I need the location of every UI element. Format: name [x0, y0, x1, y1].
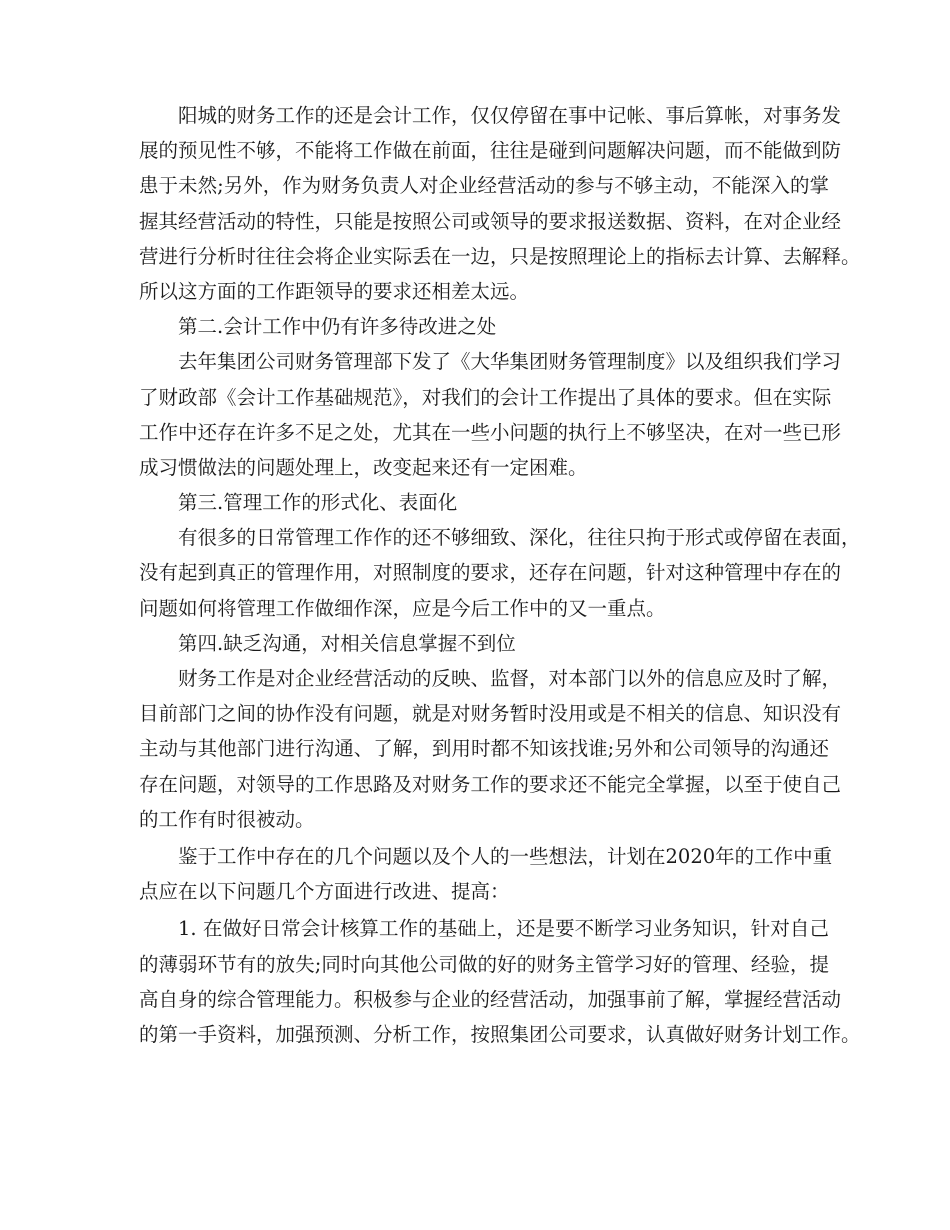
text-line: 点应在以下问题几个方面进行改进、提高：	[139, 880, 510, 904]
text-line: 目前部门之间的协作没有问题，就是对财务暂时没用或是不相关的信息、知识没有	[139, 702, 842, 726]
text-line: 没有起到真正的管理作用，对照制度的要求，还存在问题，针对这种管理中存在的	[139, 561, 842, 585]
paragraph-management-formalism	[139, 520, 861, 626]
text-line: 成习惯做法的问题处理上，改变起来还有一定困难。	[139, 455, 588, 479]
text-line: 的第一手资料，加强预测、分析工作，按照集团公司要求，认真做好财务计划工作。	[139, 1022, 861, 1046]
section-heading-second	[139, 309, 829, 344]
heading-line: 第二.会计工作中仍有许多待改进之处	[178, 315, 497, 339]
paragraph-plan-item-1	[139, 911, 861, 1052]
text-line: 握其经营活动的特性，只能是按照公司或领导的要求报送数据、资料，在对企业经	[139, 209, 842, 233]
heading-line: 第四.缺乏沟通，对相关信息掌握不到位	[178, 631, 516, 655]
text-line: 主动与其他部门进行沟通、了解，到用时都不知该找谁;另外和公司领导的沟通还	[139, 737, 829, 761]
paragraph-finance-work-status	[139, 98, 861, 309]
text-line: 鉴于工作中存在的几个问题以及个人的一些想法，计划在2020年的工作中重	[178, 844, 833, 868]
text-line: 营进行分析时往往会将企业实际丢在一边，只是按照理论上的指标去计算、去解释。	[139, 244, 861, 268]
section-heading-third	[139, 485, 829, 520]
text-line: 展的预见性不够，不能将工作做在前面，往往是碰到问题解决问题，而不能做到防	[139, 139, 842, 163]
text-line: 患于未然;另外，作为财务负责人对企业经营活动的参与不够主动，不能深入的掌	[139, 174, 829, 198]
text-line: 财务工作是对企业经营活动的反映、监督，对本部门以外的信息应及时了解，	[178, 667, 842, 690]
text-line: 存在问题，对领导的工作思路及对财务工作的要求还不能完全掌握，以至于使自己	[139, 772, 842, 796]
paragraph-communication	[139, 661, 842, 837]
text-line: 去年集团公司财务管理部下发了《大华集团财务管理制度》以及组织我们学习	[178, 350, 842, 374]
paragraph-accounting-improvements	[139, 344, 842, 485]
text-line: 有很多的日常管理工作作的还不够细致、深化，往往只拘于形式或停留在表面，	[178, 526, 861, 550]
text-line: 高自身的综合管理能力。积极参与企业的经营活动，加强事前了解，掌握经营活动	[139, 987, 842, 1011]
text-line: 1. 在做好日常会计核算工作的基础上，还是要不断学习业务知识，针对自己	[178, 917, 829, 941]
heading-line: 第三.管理工作的形式化、表面化	[178, 491, 458, 515]
text-line: 的工作有时很被动。	[139, 807, 315, 831]
text-line: 问题如何将管理工作做细作深，应是今后工作中的又一重点。	[139, 596, 666, 620]
text-line: 阳城的财务工作的还是会计工作，仅仅停留在事中记帐、事后算帐，对事务发	[178, 104, 842, 127]
text-line: 了财政部《会计工作基础规范》，对我们的会计工作提出了具体的要求。但在实际	[139, 385, 832, 409]
text-line: 所以这方面的工作距领导的要求还相差太远。	[139, 279, 530, 303]
text-line: 的薄弱环节有的放失;同时向其他公司做的好的财务主管学习好的管理、经验，提	[139, 952, 829, 976]
paragraph-plan-intro	[139, 839, 833, 909]
text-line: 工作中还存在许多不足之处，尤其在一些小问题的执行上不够坚决，在对一些已形	[139, 420, 842, 444]
section-heading-fourth	[139, 626, 829, 661]
document-body	[139, 98, 861, 1052]
